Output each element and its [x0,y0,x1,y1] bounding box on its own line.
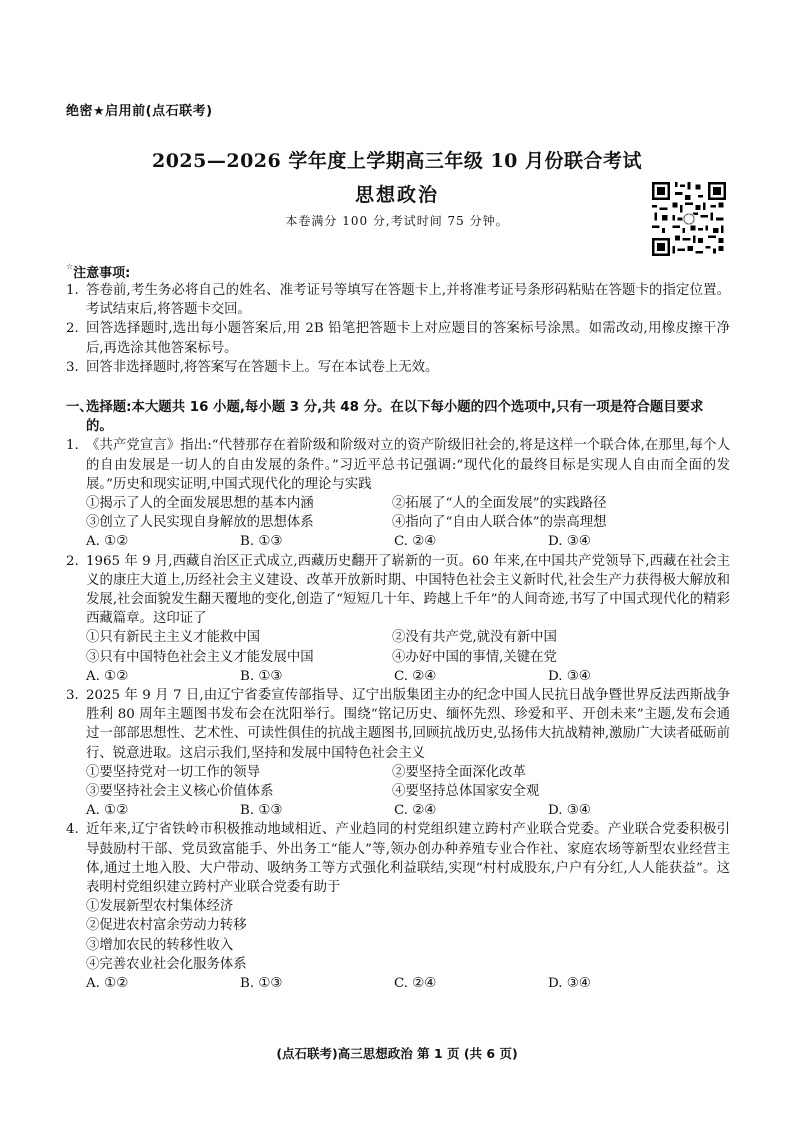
asterisk-icon: ☆ [66,262,74,271]
choice-d[interactable]: D. ③④ [548,803,591,819]
choices-row [66,801,730,820]
classification-label: 绝密★启用前(点石联考) [66,104,213,119]
statements-row: ①要坚持党对一切工作的领导 ②要坚持全面深化改革 [86,764,526,780]
note-item: 2. 回答选择题时,选出每小题答案后,用 2B 铅笔把答题卡上对应题目的答案标号涂黑。如需改动,用橡皮擦干净后,再选涂其他答案标号。 [66,321,730,356]
choice-b[interactable]: B. ①③ [240,668,283,684]
question-stem: 2. 1965 年 9 月,西藏自治区正式成立,西藏历史翻开了崭新的一页。60 年来,在中国共产党领导下,西藏在社会主义的康庄大道上,历经社会主义建设、改革开放新时期、中国特色社会主义新时代,社会生产力获得极大解放和发展,社会面貌发生翻天覆地的变化,创造了“短短几十年、跨越上千年”的人间奇迹,书写了中国式现代化的精彩西藏篇章。这印证了 [66,553,730,627]
choice-a[interactable]: A. ①② [86,534,129,550]
statement: ①发展新型农村集体经济 [86,899,234,915]
exam-title: 2025—2026 学年度上学期高三年级 10 月份联合考试 [151,150,643,172]
choices-row [66,667,730,686]
choice-b[interactable]: B. ①③ [240,976,283,992]
choice-d[interactable]: D. ③④ [548,534,591,550]
notes-heading: ☆注意事项: [66,262,131,281]
statement: ④完善农业社会化服务体系 [86,956,247,972]
statements-row: ①只有新民主主义才能救中国 ②没有共产党,就没有新中国 [86,630,557,646]
statement: ②促进农村富余劳动力转移 [86,918,247,934]
question-2 [66,552,730,686]
choice-a[interactable]: A. ①② [86,803,129,819]
choice-d[interactable]: D. ③④ [548,976,591,992]
score-info: 本卷满分 100 分,考试时间 75 分钟。 [285,214,509,228]
notes-list [66,281,730,377]
choice-a[interactable]: A. ①② [86,668,129,684]
choice-b[interactable]: B. ①③ [240,534,283,550]
page-footer: (点石联考)高三思想政治 第 1 页 (共 6 页) [276,1046,518,1061]
choice-c[interactable]: C. ②④ [394,803,437,819]
question-stem: 4. 近年来,辽宁省铁岭市积极推动地域相近、产业趋同的村党组织建立跨村产业联合党委。产业联合党委积极引导鼓励村干部、党员致富能手、外出务工“能人”等,领办创办种养殖专业合作社、家庭农场等新型农业经营主体,通过土地入股、大户带动、吸纳务工等方式强化利益联结,实现“村村成股东,户户有分红,人人能获益”。这表明村党组织建立跨村产业联合党委有助于 [66,822,730,896]
section-heading: 一、 选择题:本大题共 16 小题,每小题 3 分,共 48 分。在以下每小题的四个选项中,只有一项是符合题目要求的。 [66,400,704,435]
note-item: 1. 答卷前,考生务必将自己的姓名、准考证号等填写在答题卡上,并将准考证号条形码粘贴在答题卡的指定位置。考试结束后,将答题卡交回。 [66,283,730,318]
question-1 [66,436,730,551]
choice-d[interactable]: D. ③④ [548,668,591,684]
statements-row: ③要坚持社会主义核心价值体系 ④要坚持总体国家安全观 [86,784,540,800]
statements-row: ③创立了人民实现自身解放的思想体系 ④指向了“自由人联合体”的崇高理想 [86,515,607,531]
choices-row [66,532,730,551]
choice-c[interactable]: C. ②④ [394,534,437,550]
statements-row: ③只有中国特色社会主义才能发展中国 ④办好中国的事情,关键在党 [86,649,557,665]
question-stem: 1. 《共产党宣言》指出:“代替那存在着阶级和阶级对立的资产阶级旧社会的,将是这样一个联合体,在那里,每个人的自由发展是一切人的自由发展的条件。”习近平总书记强调:“现代化的最终目标是实现人自由而全面的发展。”历史和现实证明,中国式现代化的理论与实践 [66,438,730,492]
choice-a[interactable]: A. ①② [86,976,129,992]
question-stem: 3. 2025 年 9 月 7 日,由辽宁省委宣传部指导、辽宁出版集团主办的纪念中国人民抗日战争暨世界反法西斯战争胜利 80 周年主题图书发布会在沈阳举行。围绕“铭记历史、缅怀先烈、珍爱和平、开创未来”主题,发布会通过一部部思想性、艺术性、可读性俱佳的抗战主题图书,回顾抗战历史,弘扬伟大抗战精神,激励广大读者砥砺前行、锐意进取。这启示我们,坚持和发展中国特色社会主义 [66,688,730,761]
choice-c[interactable]: C. ②④ [394,976,437,992]
qr-code-icon [652,182,726,256]
statement: ③增加农民的转移性收入 [86,937,234,953]
subject-title: 思想政治 [354,184,439,206]
note-item: 3. 回答非选择题时,将答案写在答题卡上。写在本试卷上无效。 [66,359,439,375]
statements-row: ①揭示了人的全面发展思想的基本内涵 ②拓展了“人的全面发展”的实践路径 [86,496,607,512]
choice-c[interactable]: C. ②④ [394,668,437,684]
choice-b[interactable]: B. ①③ [240,803,283,819]
question-3 [66,686,730,820]
section-one [66,398,730,993]
question-4 [66,820,730,993]
choices-row [66,974,730,993]
